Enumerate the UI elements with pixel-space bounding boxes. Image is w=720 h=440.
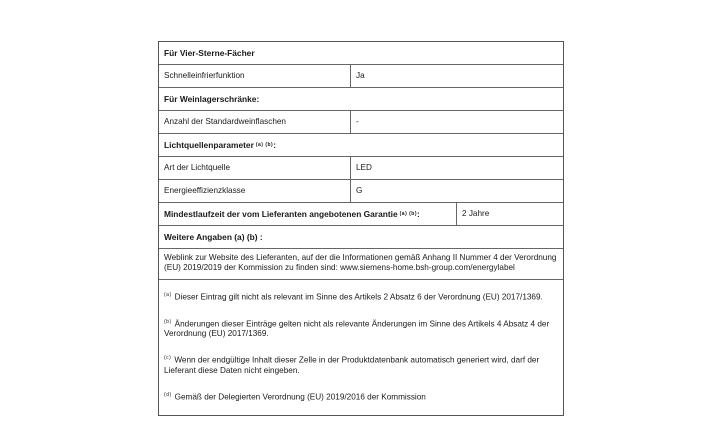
std-bottles-value: - xyxy=(356,117,359,126)
product-information-sheet xyxy=(158,41,564,416)
table-row xyxy=(159,88,563,111)
footnote-text: Änderungen dieser Einträge gelten nicht als relevante Änderungen im Sinne des Artikels 4 Absatz 4 der Verordnung (EU) 2017/1369. xyxy=(164,319,550,339)
section-header-light xyxy=(159,134,563,156)
light-type-label: Art der Lichtquelle xyxy=(159,157,351,179)
quick-freeze-label: Schnelleinfrierfunktion xyxy=(159,65,351,87)
footnote-b xyxy=(164,309,558,346)
warranty-label-suffix: : xyxy=(417,209,420,219)
footnote-text: Dieser Eintrag gilt nicht als relevant im Sinne des Artikels 2 Absatz 6 der Verordnung (EU) 2017/1369. xyxy=(174,292,543,302)
table-row xyxy=(159,65,563,88)
weblink-text: Weblink zur Website des Lieferanten, auf der die Informationen gemäß Anhang II Nummer 4 der Verordnung (EU) 2019/2019 der Kommission zu finden sind: www.siemens-home.bsh-group.com/energylabel xyxy=(164,253,557,272)
footnote-mark: (a) xyxy=(164,292,172,298)
footnote-text: Gemäß der Delegierten Verordnung (EU) 2019/2016 der Kommission xyxy=(174,392,426,402)
section-header-wine: Für Weinlagerschränke: xyxy=(164,94,260,104)
warranty-footnote-marks: (a) (b) xyxy=(399,211,418,217)
footnote-block xyxy=(159,280,563,415)
footnote-mark: (b) xyxy=(164,318,172,325)
std-bottles-label: Anzahl der Standardweinflaschen xyxy=(159,111,351,133)
footnote-mark: (c) xyxy=(164,355,172,362)
energy-class-label: Energieeffizienzklasse xyxy=(159,180,351,202)
quick-freeze-value: Ja xyxy=(356,71,365,80)
light-type-value: LED xyxy=(356,163,372,172)
footnote-d xyxy=(164,382,558,409)
light-header-suffix: : xyxy=(273,140,277,150)
light-header-footnote-marks: (a) (b) xyxy=(255,142,274,148)
section-header-four-star: Für Vier-Sterne-Fächer xyxy=(164,48,255,58)
footnote-mark: (d) xyxy=(164,392,172,399)
footnote-a xyxy=(164,286,558,309)
light-header-text: Lichtquellenparameter xyxy=(164,140,254,150)
warranty-label xyxy=(159,203,457,225)
table-row xyxy=(159,134,563,157)
table-row xyxy=(159,157,563,180)
warranty-label-text: Mindestlaufzeit der vom Lieferanten angebotenen Garantie xyxy=(164,209,398,219)
energy-class-value: G xyxy=(356,186,363,195)
table-row xyxy=(159,249,563,280)
section-header-further: Weitere Angaben (a) (b) : xyxy=(164,232,263,242)
table-row xyxy=(159,180,563,203)
footnote-c xyxy=(164,345,558,382)
table-row xyxy=(159,226,563,249)
table-row xyxy=(159,42,563,65)
warranty-value: 2 Jahre xyxy=(462,209,490,218)
table-row xyxy=(159,203,563,226)
footnote-text: Wenn der endgültige Inhalt dieser Zelle in der Produktdatenbank automatisch generiert wird, darf der Lieferant diese Daten nicht eingeben. xyxy=(164,356,540,376)
table-row xyxy=(159,111,563,134)
